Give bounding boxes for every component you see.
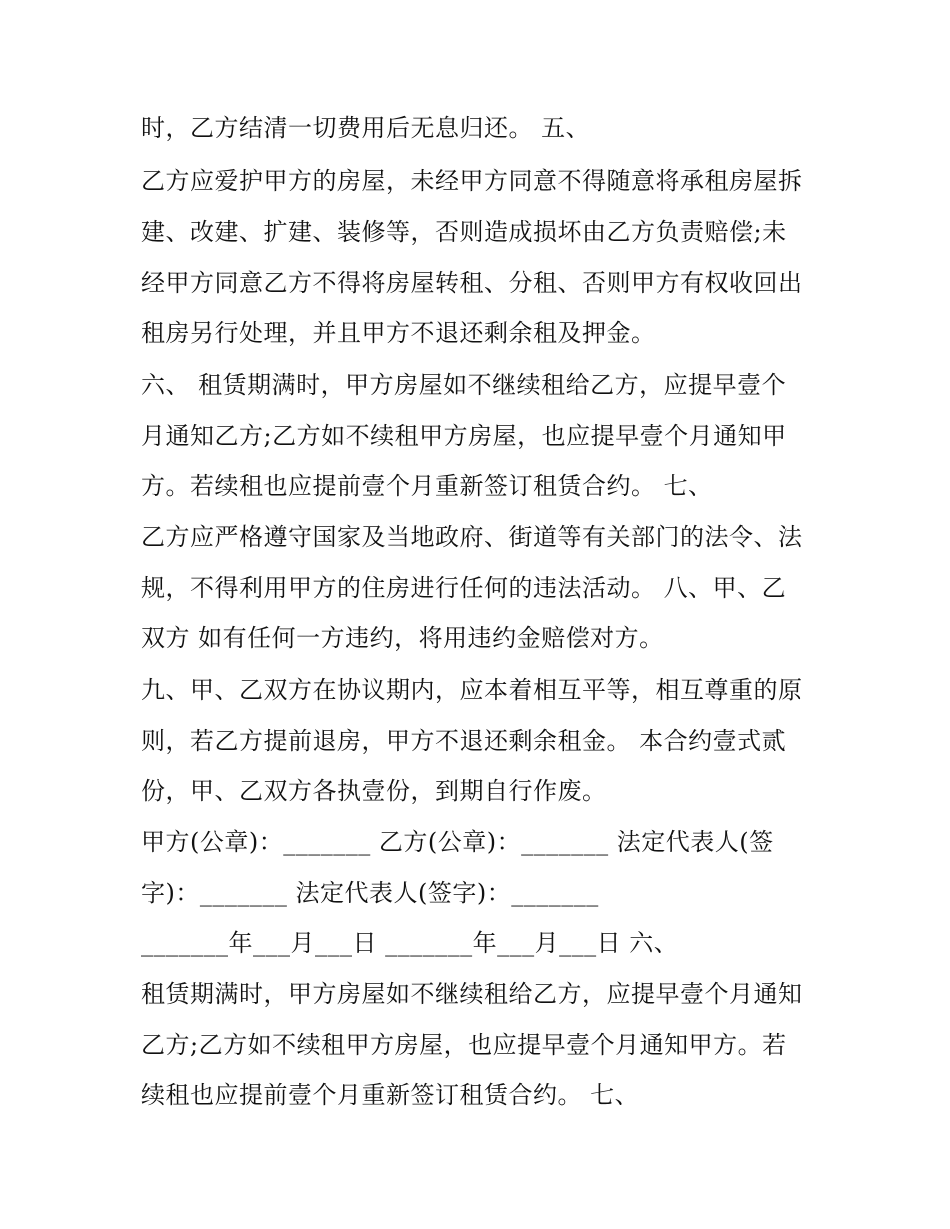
text-line: 经甲方同意乙方不得将房屋转租、分租、否则甲方有权收回出 bbox=[141, 269, 803, 297]
text-line: 续租也应提前壹个月重新签订租赁合约。 七、 bbox=[141, 1081, 640, 1109]
text-line: 规，不得利用甲方的住房进行任何的违法活动。 八、甲、乙 bbox=[141, 574, 787, 602]
text-line: 乙方应严格遵守国家及当地政府、街道等有关部门的法令、法 bbox=[141, 523, 803, 551]
signature-line: 甲方(公章)：_______ 乙方(公章)：_______ 法定代表人(签 bbox=[141, 828, 774, 856]
text-line: 租房另行处理，并且甲方不退还剩余租及押金。 bbox=[141, 319, 656, 347]
text-line: 九、甲、乙双方在协议期内，应本着相互平等，相互尊重的原 bbox=[141, 676, 803, 704]
text-line: 乙方应爱护甲方的房屋，未经甲方同意不得随意将承租房屋拆 bbox=[141, 167, 803, 195]
signature-line: 字)：_______ 法定代表人(签字)：_______ bbox=[141, 879, 599, 907]
text-line: 租赁期满时，甲方房屋如不继续租给乙方，应提早壹个月通知 bbox=[141, 980, 803, 1008]
date-line: _______年___月___日 _______年___月___日 六、 bbox=[141, 929, 679, 957]
text-line: 乙方;乙方如不续租甲方房屋，也应提早壹个月通知甲方。若 bbox=[141, 1031, 787, 1059]
text-line: 份，甲、乙双方各执壹份，到期自行作废。 bbox=[141, 777, 607, 805]
text-line: 六、 租赁期满时，甲方房屋如不继续租给乙方，应提早壹个 bbox=[141, 371, 787, 399]
text-line: 方。若续租也应提前壹个月重新签订租赁合约。 七、 bbox=[141, 472, 713, 500]
text-line: 时，乙方结清一切费用后无息归还。 五、 bbox=[141, 114, 591, 142]
text-line: 月通知乙方;乙方如不续租甲方房屋，也应提早壹个月通知甲 bbox=[141, 422, 787, 450]
text-line: 建、改建、扩建、装修等，否则造成损坏由乙方负责赔偿;未 bbox=[141, 218, 787, 246]
text-line: 双方 如有任何一方违约，将用违约金赔偿对方。 bbox=[141, 624, 664, 652]
text-line: 则，若乙方提前退房，甲方不退还剩余租金。 本合约壹式贰 bbox=[141, 727, 787, 755]
